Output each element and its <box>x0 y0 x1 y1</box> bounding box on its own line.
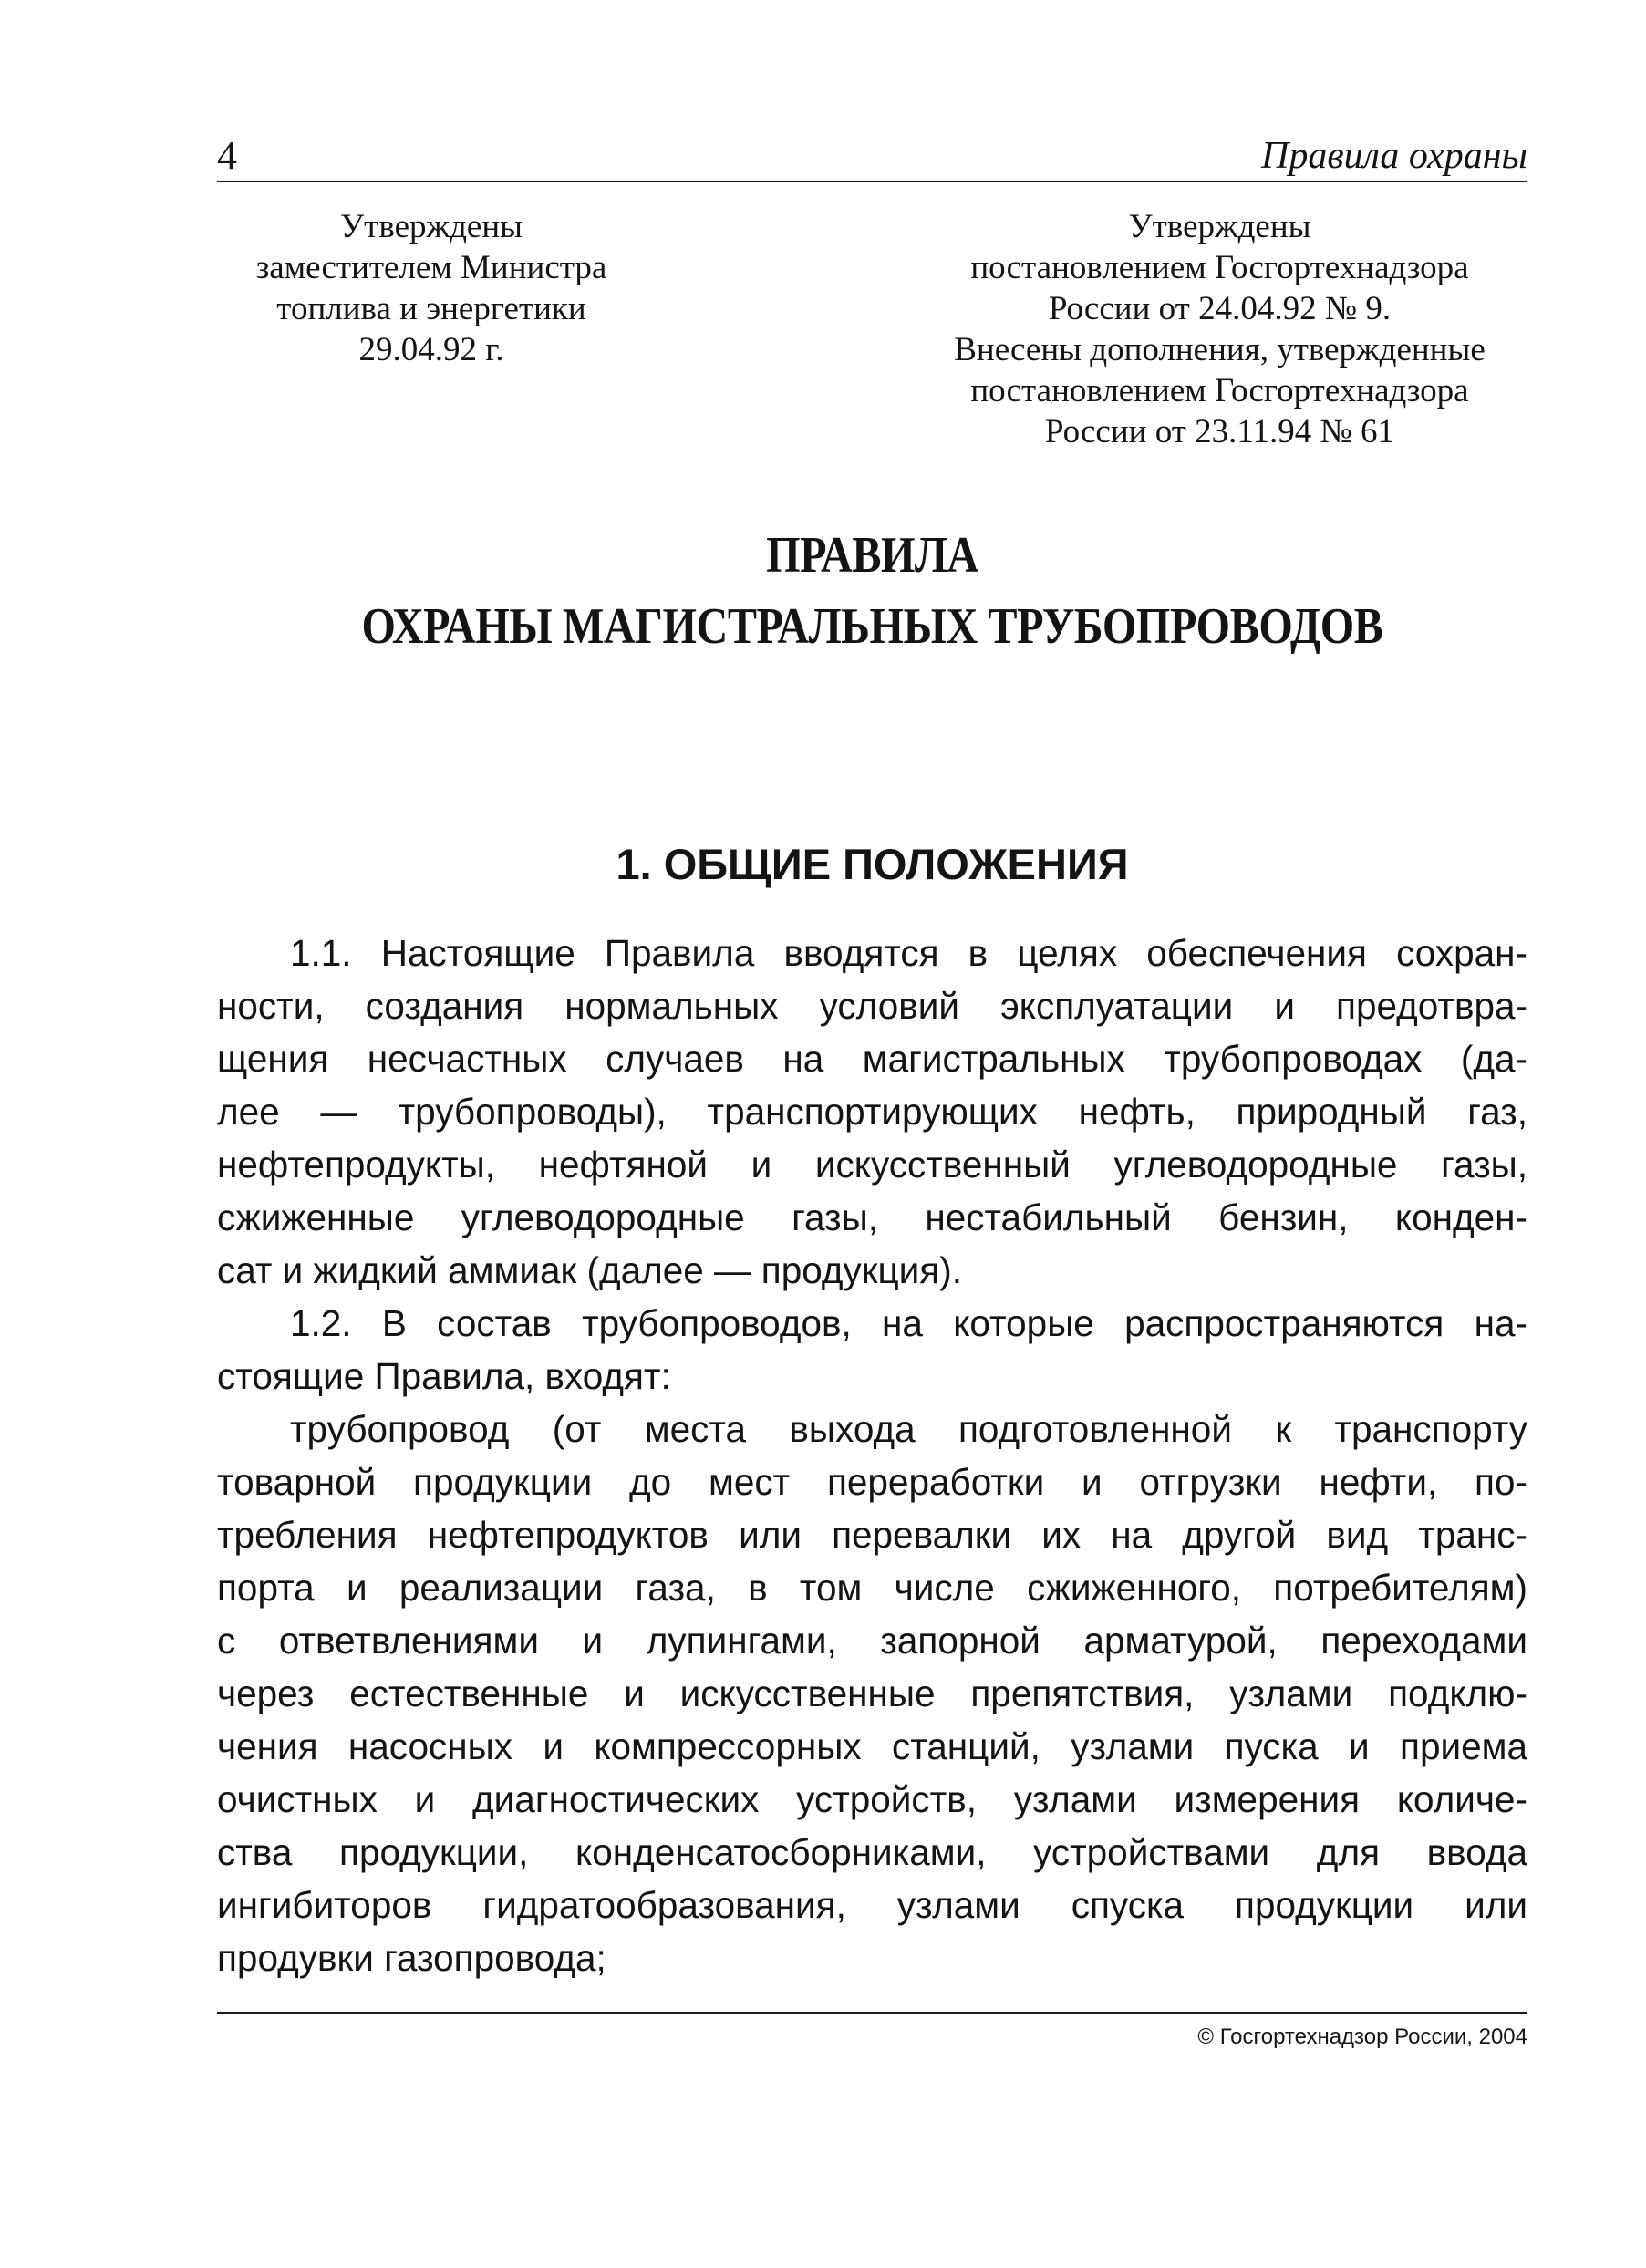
copyright-notice: © Госгортехнадзор России, 2004 <box>1197 2025 1527 2049</box>
text-line: ства продукции, конденсатосборниками, устройствами для ввода <box>217 1831 1527 1873</box>
approval-left-line: 29.04.92 г. <box>358 331 504 368</box>
section-heading: 1. ОБЩИЕ ПОЛОЖЕНИЯ <box>616 840 1129 888</box>
running-header <box>217 133 1527 179</box>
page-number: 4 <box>217 133 237 178</box>
text-line: 1.1. Настоящие Правила вводятся в целях обеспечения сохран- <box>290 932 1527 974</box>
approval-right-line: Утверждены <box>1128 208 1311 245</box>
text-line: чения насосных и компрессорных станций, узлами пуска и приема <box>217 1725 1527 1767</box>
text-line: ности, создания нормальных условий эксплуатации и предотвра- <box>217 985 1527 1027</box>
header-rule <box>217 181 1527 182</box>
approval-left <box>217 206 646 370</box>
text-line: ингибиторов гидратообразования, узлами спуска продукции или <box>217 1884 1527 1926</box>
approval-left-line: заместителем Министра <box>255 249 607 286</box>
text-line: требления нефтепродуктов или перевалки их на другой вид транс- <box>217 1514 1527 1556</box>
approval-right-line: России от 24.04.92 № 9. <box>1048 290 1392 327</box>
document-title <box>309 520 1436 662</box>
approval-right <box>912 206 1527 452</box>
paragraph-pipeline <box>217 1403 1527 1984</box>
text-line: 1.2. В состав трубопроводов, на которые распространяются на- <box>290 1302 1527 1344</box>
text-line: товарной продукции до мест переработки и отгрузки нефти, по- <box>217 1461 1527 1503</box>
text-line: сат и жидкий аммиак (далее — продукция). <box>217 1249 962 1291</box>
approval-left-line: Утверждены <box>339 208 523 245</box>
text-line: с ответвлениями и лупингами, запорной арматурой, переходами <box>217 1620 1527 1662</box>
text-line: щения несчастных случаев на магистральных трубопроводах (да- <box>217 1038 1527 1080</box>
running-title: Правила охраны <box>1261 135 1527 177</box>
paragraph-1-2 <box>217 1297 1527 1403</box>
text-line: продувки газопровода; <box>217 1937 606 1979</box>
document-title-line-1: ПРАВИЛА <box>766 527 978 584</box>
text-line: через естественные и искусственные препятствия, узлами подклю- <box>217 1673 1527 1714</box>
text-line: стоящие Правила, входят: <box>217 1355 671 1397</box>
approval-right-line: постановлением Госгортехнадзора <box>970 249 1469 286</box>
footer-rule <box>217 2012 1527 2014</box>
text-line: сжиженные углеводородные газы, нестабильный бензин, конден- <box>217 1196 1527 1238</box>
text-line: лее — трубопроводы), транспортирующих нефть, природный газ, <box>217 1091 1527 1133</box>
body-text <box>217 927 1527 1984</box>
approval-left-line: топлива и энергетики <box>276 290 586 327</box>
text-line: трубопровод (от места выхода подготовленной к транспорту <box>290 1408 1527 1450</box>
text-line: порта и реализации газа, в том числе сжиженного, потребителям) <box>217 1567 1527 1609</box>
text-line: нефтепродукты, нефтяной и искусственный углеводородные газы, <box>217 1144 1527 1186</box>
approval-right-line: России от 23.11.94 № 61 <box>1044 413 1395 450</box>
paragraph-1-1 <box>217 927 1527 1297</box>
document-title-line-2: ОХРАНЫ МАГИСТРАЛЬНЫХ ТРУБОПРОВОДОВ <box>361 598 1383 655</box>
approval-right-line: постановлением Госгортехнадзора <box>970 372 1469 409</box>
text-line: очистных и диагностических устройств, узлами измерения количе- <box>217 1778 1527 1820</box>
approval-right-line: Внесены дополнения, утвержденные <box>954 331 1486 368</box>
